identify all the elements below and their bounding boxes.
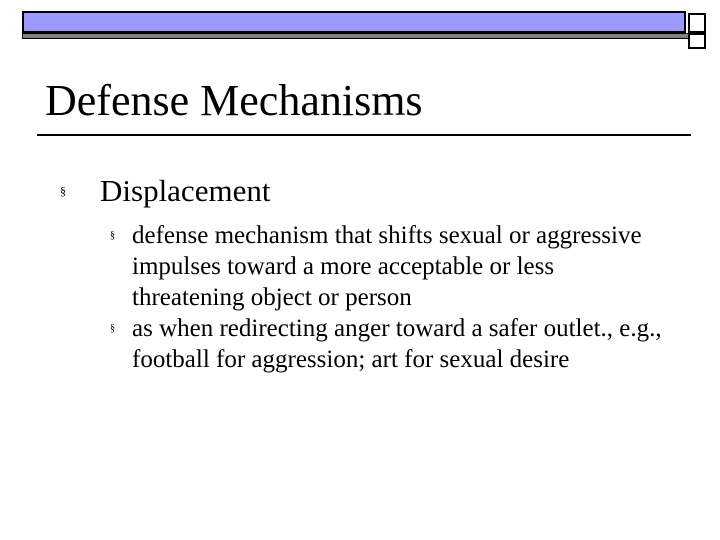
sub-point-text: as when redirecting anger toward a safer outlet., e.g., football for aggression; art for sexual desire <box>132 315 662 373</box>
title-underline <box>37 134 691 136</box>
bullet-icon: § <box>60 184 66 198</box>
sub-bullet-icon: § <box>110 323 115 334</box>
sub-point-list <box>110 220 672 375</box>
accent-bar <box>22 11 686 33</box>
gray-stripe <box>22 33 706 39</box>
main-point: Displacement <box>100 173 271 208</box>
corner-square-bottom <box>688 33 706 49</box>
sub-bullet-icon: § <box>110 230 115 241</box>
sub-point <box>110 220 672 313</box>
sub-point <box>110 313 672 375</box>
corner-square-top <box>688 13 706 33</box>
sub-point-text: defense mechanism that shifts sexual or aggressive impulses toward a more acceptable or less threatening object or person <box>132 222 642 311</box>
top-decorative-bar <box>22 11 706 39</box>
slide-title: Defense Mechanisms <box>45 76 423 125</box>
